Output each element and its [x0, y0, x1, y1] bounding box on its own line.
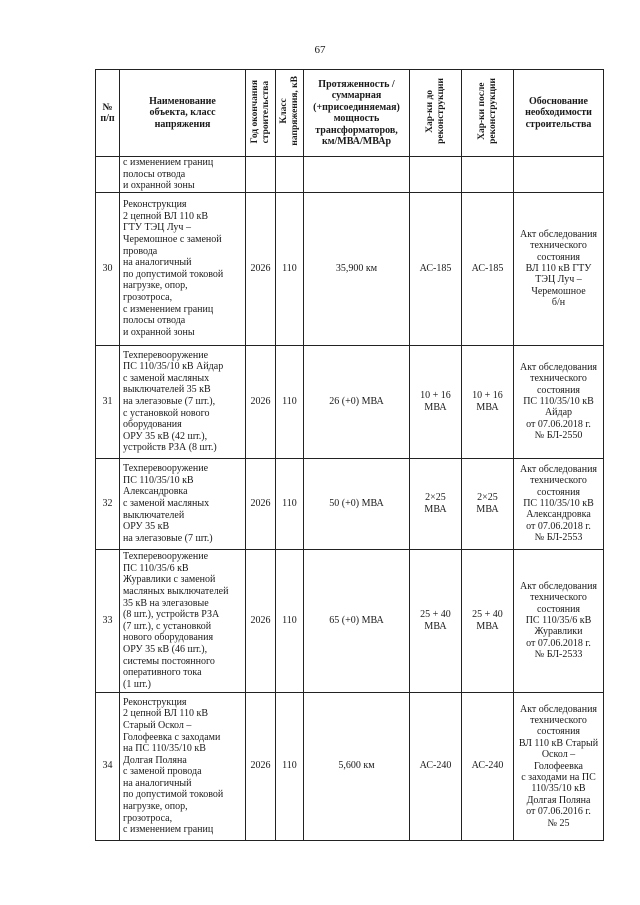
- voltage-class: 110: [276, 549, 304, 692]
- page-number: 67: [314, 44, 326, 56]
- length-capacity: 5,600 км: [304, 692, 410, 840]
- construction-basis: [514, 157, 604, 193]
- voltage-class: [276, 157, 304, 193]
- voltage-class: 110: [276, 458, 304, 549]
- specs-after: АС-185: [462, 192, 514, 345]
- object-name: Реконструкция 2 цепной ВЛ 110 кВ ГТУ ТЭЦ Луч – Черемошное с заменой провода на аналогичный по допустимой токовой нагрузке, опор, грозотроса, с изменением границ полосы отвода и охранной зоны: [120, 192, 246, 345]
- header-before: Хар-ки до реконструкции: [410, 70, 462, 157]
- construction-basis: Акт обследования технического состояния ПС 110/35/6 кВ Журавлики от 07.06.2018 г. № БЛ-2533: [514, 549, 604, 692]
- header-voltage: Класс напряжения, кВ: [276, 70, 304, 157]
- row-number: 31: [96, 345, 120, 458]
- length-capacity: 50 (+0) МВА: [304, 458, 410, 549]
- table-row: [96, 458, 604, 549]
- header-name: Наименование объекта, класс напряжения: [120, 70, 246, 157]
- voltage-class: 110: [276, 345, 304, 458]
- specs-after: 2×25 МВА: [462, 458, 514, 549]
- table-row: [96, 692, 604, 840]
- header-after: Хар-ки после реконструкции: [462, 70, 514, 157]
- object-name: Техперевооружение ПС 110/35/6 кВ Журавлики с заменой масляных выключателей 35 кВ на элегазовые (8 шт.), устройств РЗА (7 шт.), с установкой нового оборудования ОРУ 35 кВ (46 шт.), системы постоянного оперативного тока (1 шт.): [120, 549, 246, 692]
- completion-year: 2026: [246, 549, 276, 692]
- object-name: Техперевооружение ПС 110/35/10 кВ Александровка с заменой масляных выключателей ОРУ 35 кВ на элегазовые (7 шт.): [120, 458, 246, 549]
- construction-basis: Акт обследования технического состояния ВЛ 110 кВ Старый Оскол – Голофеевка с заходами на ПС 110/35/10 кВ Долгая Поляна от 07.06.2016 г. № 25: [514, 692, 604, 840]
- construction-basis: Акт обследования технического состояния ПС 110/35/10 кВ Айдар от 07.06.2018 г. № БЛ-2550: [514, 345, 604, 458]
- completion-year: 2026: [246, 192, 276, 345]
- construction-basis: Акт обследования технического состояния ПС 110/35/10 кВ Александровка от 07.06.2018 г. № БЛ-2553: [514, 458, 604, 549]
- completion-year: 2026: [246, 345, 276, 458]
- length-capacity: [304, 157, 410, 193]
- specs-after: [462, 157, 514, 193]
- table-row: [96, 157, 604, 193]
- header-length: Протяженность / суммарная (+присоединяемая) мощность трансформаторов, км/МВА/МВАр: [304, 70, 410, 157]
- header-num: № п/п: [96, 70, 120, 157]
- length-capacity: 26 (+0) МВА: [304, 345, 410, 458]
- object-name: Реконструкция 2 цепной ВЛ 110 кВ Старый Оскол – Голофеевка с заходами на ПС 110/35/10 кВ Долгая Поляна с заменой провода на аналогичный по допустимой токовой нагрузке, опор, грозотроса, с изменением границ: [120, 692, 246, 840]
- object-name: с изменением границ полосы отвода и охранной зоны: [120, 157, 246, 193]
- header-basis: Обоснование необходимости строительства: [514, 70, 604, 157]
- completion-year: 2026: [246, 692, 276, 840]
- voltage-class: 110: [276, 692, 304, 840]
- specs-after: 10 + 16 МВА: [462, 345, 514, 458]
- table-header-row: [96, 70, 604, 157]
- length-capacity: 65 (+0) МВА: [304, 549, 410, 692]
- row-number: 34: [96, 692, 120, 840]
- specs-before: 25 + 40 МВА: [410, 549, 462, 692]
- specs-after: АС-240: [462, 692, 514, 840]
- specs-before: 2×25 МВА: [410, 458, 462, 549]
- object-name: Техперевооружение ПС 110/35/10 кВ Айдар с заменой масляных выключателей 35 кВ на элегазовые (7 шт.), с установкой нового оборудования ОРУ 35 кВ (42 шт.), устройств РЗА (8 шт.): [120, 345, 246, 458]
- completion-year: 2026: [246, 458, 276, 549]
- row-number: 32: [96, 458, 120, 549]
- length-capacity: 35,900 км: [304, 192, 410, 345]
- completion-year: [246, 157, 276, 193]
- specs-before: АС-240: [410, 692, 462, 840]
- construction-table: [95, 69, 604, 841]
- row-number: [96, 157, 120, 193]
- row-number: 33: [96, 549, 120, 692]
- header-year: Год окончания строительства: [246, 70, 276, 157]
- table-row: [96, 549, 604, 692]
- voltage-class: 110: [276, 192, 304, 345]
- specs-before: 10 + 16 МВА: [410, 345, 462, 458]
- row-number: 30: [96, 192, 120, 345]
- table-row: [96, 192, 604, 345]
- specs-after: 25 + 40 МВА: [462, 549, 514, 692]
- construction-basis: Акт обследования технического состояния ВЛ 110 кВ ГТУ ТЭЦ Луч – Черемошное б/н: [514, 192, 604, 345]
- specs-before: [410, 157, 462, 193]
- table-row: [96, 345, 604, 458]
- specs-before: АС-185: [410, 192, 462, 345]
